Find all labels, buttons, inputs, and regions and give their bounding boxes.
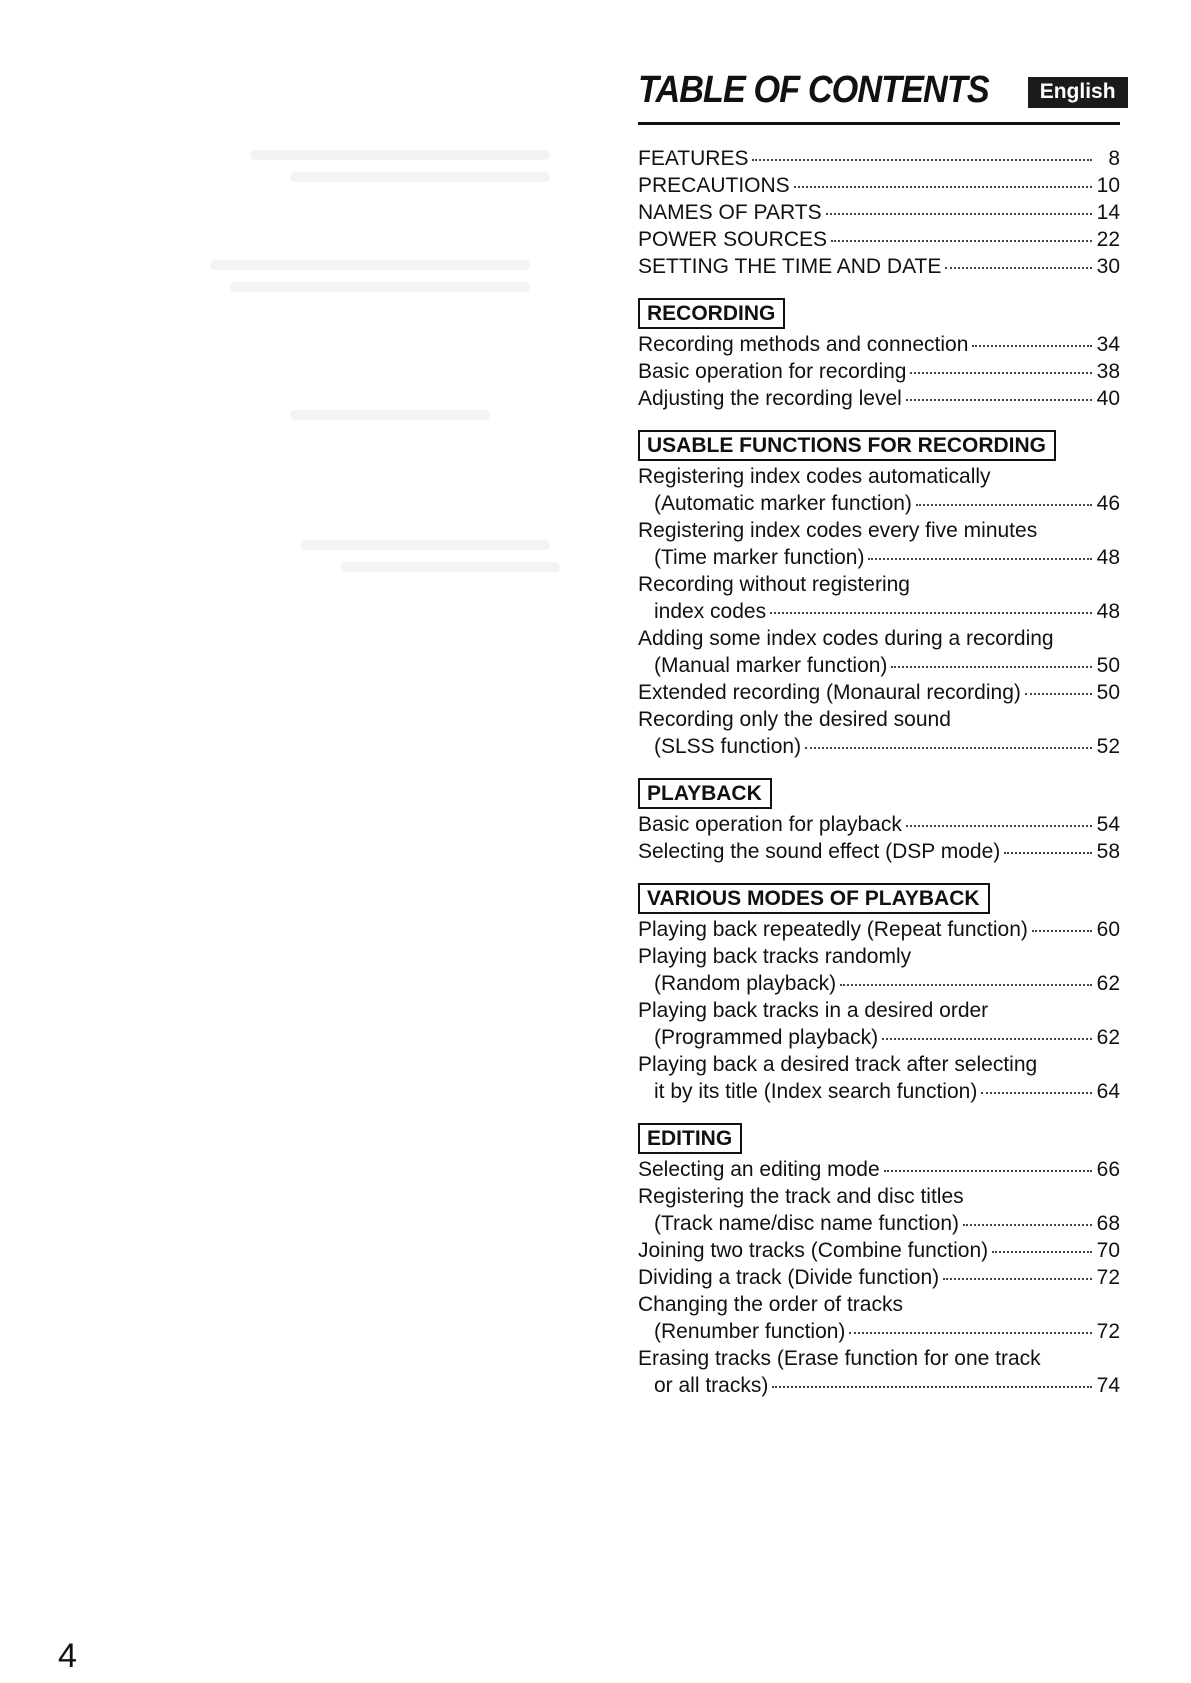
language-badge: English (1028, 77, 1128, 108)
toc-entry-page: 70 (1096, 1239, 1120, 1262)
toc-entry-page: 60 (1096, 918, 1120, 941)
dot-leader (910, 372, 1092, 374)
dot-leader (981, 1092, 1092, 1094)
toc-entry[interactable] (638, 226, 1120, 253)
toc-entry-title: Recording methods and connection (638, 333, 969, 356)
toc-entry-line (638, 226, 1120, 253)
toc-entry-page: 68 (1096, 1212, 1120, 1235)
toc-entry-title: Dividing a track (Divide function) (638, 1266, 940, 1289)
toc-entry-title: (Manual marker function) (654, 654, 888, 677)
toc-section (638, 430, 1120, 760)
toc-entry[interactable] (638, 1156, 1120, 1183)
toc-entry[interactable] (638, 199, 1120, 226)
dot-leader (752, 159, 1092, 161)
dot-leader (826, 213, 1092, 215)
toc-entry-page: 66 (1096, 1158, 1120, 1181)
toc-entry-page: 38 (1096, 360, 1120, 383)
dot-leader (1032, 930, 1092, 932)
toc-entry-title: Playing back a desired track after selecting (638, 1053, 1038, 1076)
dot-leader (868, 558, 1092, 560)
toc-entry[interactable] (638, 1183, 1120, 1237)
toc-entry-line (638, 598, 1120, 625)
toc-entry-line (638, 1078, 1120, 1105)
toc-entry-title: Changing the order of tracks (638, 1293, 903, 1316)
toc-entry[interactable] (638, 916, 1120, 943)
toc-entry[interactable] (638, 943, 1120, 997)
toc-entry-line (638, 517, 1120, 544)
toc-entry[interactable] (638, 625, 1120, 679)
toc-entry[interactable] (638, 838, 1120, 865)
dot-leader (772, 1386, 1092, 1388)
toc-entry-page: 54 (1096, 813, 1120, 836)
toc-entries (638, 145, 1120, 1399)
toc-entry-page: 64 (1096, 1080, 1120, 1103)
toc-entry-line (638, 1210, 1120, 1237)
toc-header (638, 64, 1120, 125)
toc-entry[interactable] (638, 571, 1120, 625)
toc-section (638, 778, 1120, 865)
section-heading: EDITING (638, 1123, 742, 1154)
toc-entry-line (638, 916, 1120, 943)
toc-entry[interactable] (638, 463, 1120, 517)
toc-entry-page: 48 (1096, 600, 1120, 623)
toc-entry-title: Adjusting the recording level (638, 387, 902, 410)
toc-entry-title: Selecting an editing mode (638, 1158, 880, 1181)
toc-entry-line (638, 172, 1120, 199)
toc-entry-line (638, 706, 1120, 733)
toc-entry-line (638, 811, 1120, 838)
toc-entry-title: (Automatic marker function) (654, 492, 912, 515)
dot-leader (1025, 693, 1092, 695)
toc-entry-line (638, 385, 1120, 412)
toc-entry-line (638, 1051, 1120, 1078)
toc-entry-line (638, 1372, 1120, 1399)
toc-entry-line (638, 1237, 1120, 1264)
toc-entry-line (638, 1318, 1120, 1345)
toc-entry[interactable] (638, 1345, 1120, 1399)
toc-entry-page: 14 (1096, 201, 1120, 224)
toc-entry-page: 22 (1096, 228, 1120, 251)
toc-entry-title: PRECAUTIONS (638, 174, 790, 197)
toc-entry-line (638, 997, 1120, 1024)
toc-entry-title: (Track name/disc name function) (654, 1212, 960, 1235)
toc-entry-line (638, 1183, 1120, 1210)
toc-entry-line (638, 970, 1120, 997)
section-heading: USABLE FUNCTIONS FOR RECORDING (638, 430, 1056, 461)
toc-entry-page: 8 (1108, 147, 1120, 170)
toc-entry-page: 62 (1096, 972, 1120, 995)
toc-entry-line (638, 1345, 1120, 1372)
toc-entry-title: Playing back tracks randomly (638, 945, 912, 968)
toc-entry-page: 72 (1096, 1266, 1120, 1289)
toc-entry-line (638, 463, 1120, 490)
toc-entry-line (638, 544, 1120, 571)
toc-entry-title: POWER SOURCES (638, 228, 828, 251)
toc-entry-line (638, 1024, 1120, 1051)
dot-leader (992, 1251, 1092, 1253)
dot-leader (805, 747, 1092, 749)
toc-entry-title: or all tracks) (654, 1374, 769, 1397)
toc-entry-line (638, 571, 1120, 598)
toc-entry-title: Registering index codes automatically (638, 465, 991, 488)
dot-leader (945, 267, 1092, 269)
toc-entry[interactable] (638, 1291, 1120, 1345)
toc-entry-line (638, 679, 1120, 706)
toc-entry-page: 74 (1096, 1374, 1120, 1397)
table-of-contents (638, 64, 1120, 1417)
toc-entry-line (638, 199, 1120, 226)
toc-entry[interactable] (638, 811, 1120, 838)
toc-entry-title: Registering index codes every five minutes (638, 519, 1038, 542)
toc-entry-title: Recording without registering (638, 573, 910, 596)
toc-entry-page: 52 (1096, 735, 1120, 758)
toc-entry-title: (SLSS function) (654, 735, 802, 758)
toc-entry-title: Extended recording (Monaural recording) (638, 681, 1021, 704)
toc-entry[interactable] (638, 253, 1120, 280)
toc-section (638, 298, 1120, 412)
toc-entry-title: Selecting the sound effect (DSP mode) (638, 840, 1001, 863)
toc-entry-line (638, 625, 1120, 652)
toc-entry-page: 40 (1096, 387, 1120, 410)
toc-entry-title: (Programmed playback) (654, 1026, 879, 1049)
toc-entry-page: 72 (1096, 1320, 1120, 1343)
dot-leader (770, 612, 1092, 614)
toc-entry-page: 48 (1096, 546, 1120, 569)
toc-entry-page: 30 (1096, 255, 1120, 278)
toc-entry-title: FEATURES (638, 147, 749, 170)
toc-entry-title: Erasing tracks (Erase function for one track (638, 1347, 1041, 1370)
toc-entry-title: SETTING THE TIME AND DATE (638, 255, 942, 278)
toc-entry-line (638, 253, 1120, 280)
toc-entry-title: Joining two tracks (Combine function) (638, 1239, 989, 1262)
toc-entry[interactable] (638, 331, 1120, 358)
dot-leader (882, 1038, 1092, 1040)
toc-entry-line (638, 838, 1120, 865)
toc-entry-page: 46 (1096, 492, 1120, 515)
toc-entry-line (638, 490, 1120, 517)
toc-entry-line (638, 943, 1120, 970)
toc-entry-line (638, 358, 1120, 385)
toc-entry[interactable] (638, 679, 1120, 706)
dot-leader (963, 1224, 1092, 1226)
toc-entry-page: 50 (1096, 654, 1120, 677)
dot-leader (849, 1332, 1092, 1334)
toc-entry-title: (Renumber function) (654, 1320, 846, 1343)
page-number: 4 (58, 1637, 77, 1675)
toc-entry-title: Adding some index codes during a recording (638, 627, 1054, 650)
dot-leader (943, 1278, 1092, 1280)
toc-entry[interactable] (638, 358, 1120, 385)
toc-entry[interactable] (638, 145, 1120, 172)
toc-entry-line (638, 1156, 1120, 1183)
dot-leader (831, 240, 1092, 242)
toc-entry[interactable] (638, 1237, 1120, 1264)
dot-leader (906, 825, 1092, 827)
toc-entry-title: (Random playback) (654, 972, 837, 995)
toc-entry-title: index codes (654, 600, 767, 623)
toc-entry[interactable] (638, 706, 1120, 760)
toc-entry-page: 10 (1096, 174, 1120, 197)
dot-leader (794, 186, 1092, 188)
toc-entry-line (638, 1264, 1120, 1291)
dot-leader (884, 1170, 1092, 1172)
section-heading: VARIOUS MODES OF PLAYBACK (638, 883, 990, 914)
toc-entry-page: 34 (1096, 333, 1120, 356)
toc-entry-page: 62 (1096, 1026, 1120, 1049)
toc-entry[interactable] (638, 1051, 1120, 1105)
toc-entry-page: 58 (1096, 840, 1120, 863)
toc-entry[interactable] (638, 517, 1120, 571)
toc-entry-title: Recording only the desired sound (638, 708, 951, 731)
dot-leader (972, 345, 1092, 347)
toc-entry-title: it by its title (Index search function) (654, 1080, 978, 1103)
dot-leader (891, 666, 1092, 668)
toc-entry-title: Registering the track and disc titles (638, 1185, 964, 1208)
toc-section-general (638, 145, 1120, 280)
toc-entry[interactable] (638, 997, 1120, 1051)
toc-entry-title: (Time marker function) (654, 546, 865, 569)
toc-entry-line (638, 652, 1120, 679)
toc-entry-line (638, 331, 1120, 358)
toc-entry-line (638, 733, 1120, 760)
toc-entry-title: Playing back repeatedly (Repeat function) (638, 918, 1028, 941)
section-heading: RECORDING (638, 298, 785, 329)
toc-section (638, 1123, 1120, 1399)
toc-entry[interactable] (638, 172, 1120, 199)
toc-section (638, 883, 1120, 1105)
toc-entry[interactable] (638, 385, 1120, 412)
toc-entry-title: Basic operation for playback (638, 813, 902, 836)
toc-entry-page: 50 (1096, 681, 1120, 704)
dot-leader (906, 399, 1092, 401)
toc-entry-title: Basic operation for recording (638, 360, 907, 383)
dot-leader (1004, 852, 1092, 854)
dot-leader (916, 504, 1092, 506)
toc-entry[interactable] (638, 1264, 1120, 1291)
toc-entry-title: Playing back tracks in a desired order (638, 999, 989, 1022)
section-heading: PLAYBACK (638, 778, 772, 809)
page-title: TABLE OF CONTENTS (638, 68, 989, 111)
toc-entry-line (638, 1291, 1120, 1318)
show-through-texture (90, 110, 570, 1490)
toc-entry-title: NAMES OF PARTS (638, 201, 822, 224)
toc-entry-line (638, 145, 1120, 172)
dot-leader (840, 984, 1092, 986)
